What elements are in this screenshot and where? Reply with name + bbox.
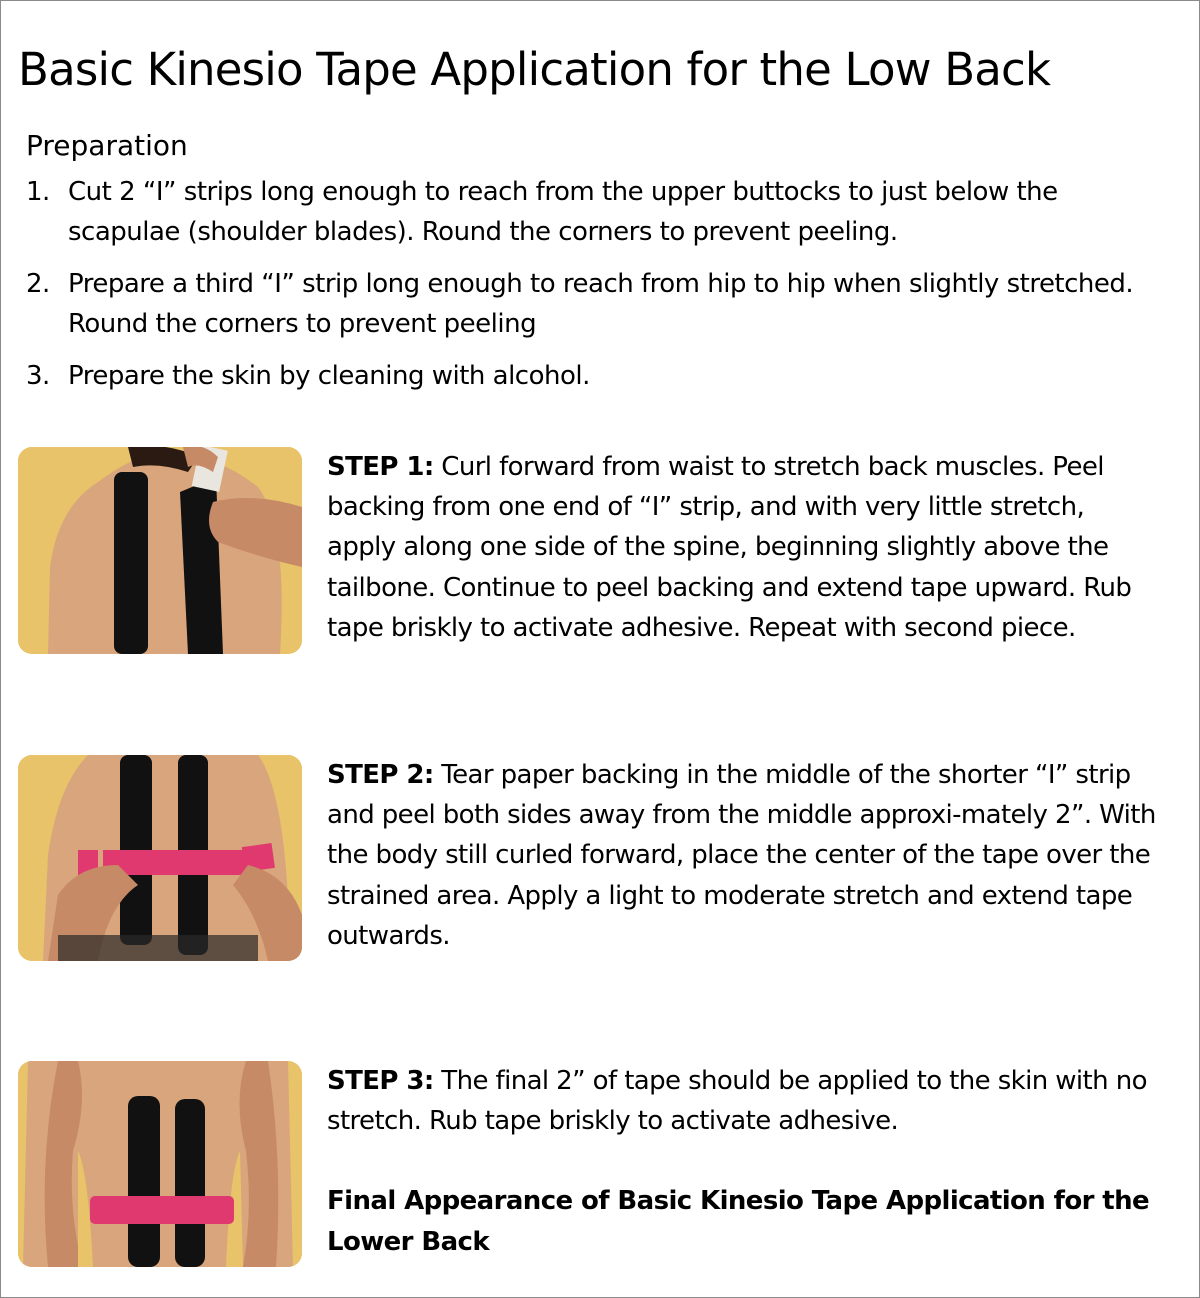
preparation-item (26, 356, 1146, 396)
final-appearance-caption: Final Appearance of Basic Kinesio Tape Application for the Lower Back (327, 1186, 1150, 1257)
item-number: 1. (26, 177, 50, 207)
item-text: Prepare a third “I” strip long enough to reach from hip to hip when slightly stretched. Round the corners to prevent peeling (68, 269, 1134, 339)
step-2-text (327, 755, 1157, 956)
step-1-text (327, 447, 1157, 648)
step-2-photo (18, 755, 302, 961)
preparation-list (26, 172, 1146, 408)
preparation-heading: Preparation (26, 129, 188, 162)
step-3-photo (18, 1061, 302, 1267)
step-description: Curl forward from waist to stretch back muscles. Peel backing from one end of “I” strip, and with very little stretch, apply along one side of the spine, beginning slightly above the tailbone. Continue to peel backing and extend tape upward. Rub tape briskly to activate adhesive. Repeat with second piece. (327, 452, 1132, 643)
item-number: 2. (26, 269, 50, 299)
step-label: STEP 3: (327, 1066, 434, 1096)
page-title: Basic Kinesio Tape Application for the Low Back (18, 43, 1051, 96)
step-description: Tear paper backing in the middle of the shorter “I” strip and peel both sides away from the middle approxi-mately 2”. With the body still curled forward, place the center of the tape over the strained area. Apply a light to moderate stretch and extend tape outwards. (327, 760, 1156, 951)
preparation-item (26, 172, 1146, 252)
preparation-item (26, 264, 1146, 344)
step-label: STEP 1: (327, 452, 434, 482)
step-label: STEP 2: (327, 760, 434, 790)
item-number: 3. (26, 361, 50, 391)
step-1-photo (18, 447, 302, 654)
item-text: Prepare the skin by cleaning with alcohol. (68, 361, 590, 391)
item-text: Cut 2 “I” strips long enough to reach from the upper buttocks to just below the scapulae (shoulder blades). Round the corners to prevent peeling. (68, 177, 1058, 247)
step-description: The final 2” of tape should be applied to the skin with no stretch. Rub tape briskly to activate adhesive. (327, 1066, 1147, 1137)
step-3-text (327, 1061, 1157, 1262)
